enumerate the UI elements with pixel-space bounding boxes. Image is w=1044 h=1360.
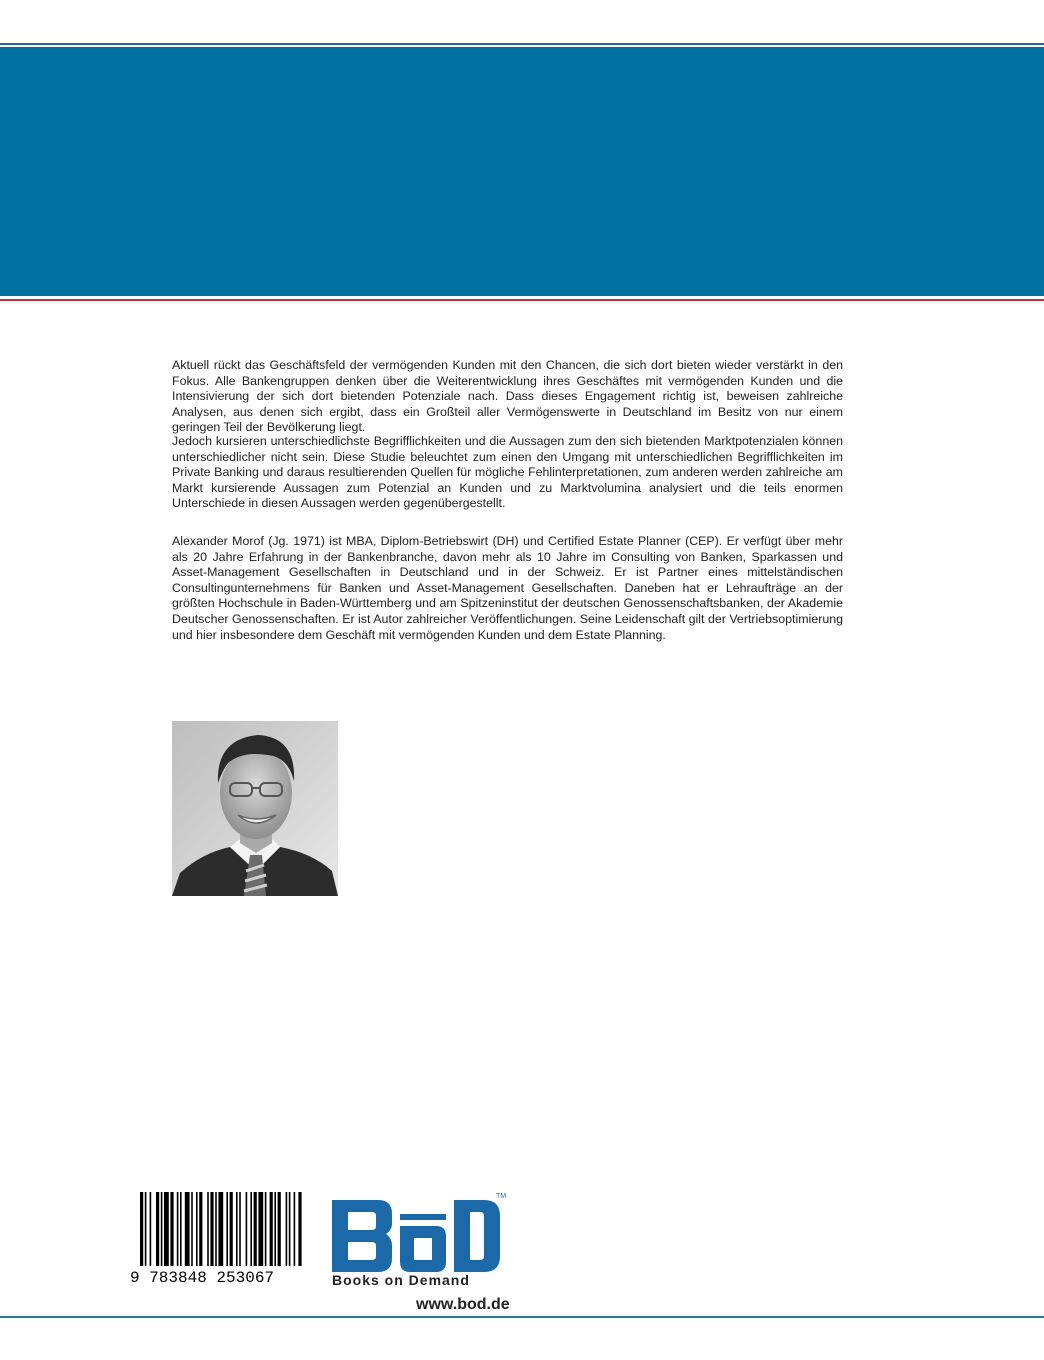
barcode-bar [164, 1192, 169, 1266]
publisher-tagline: Books on Demand [332, 1272, 470, 1288]
barcode-bar [156, 1192, 159, 1266]
barcode-bar [170, 1192, 173, 1266]
barcode-bar [218, 1192, 223, 1266]
barcode-bar [258, 1192, 263, 1266]
author-bio: Alexander Morof (Jg. 1971) ist MBA, Diplom-Betriebswirt (DH) und Certified Estate Planner (CEP). Er verfügt über mehr als 20 Jahre Erfahrung in der Bankenbranche, davon mehr als 10 Jahre im Consulting von Banken, Sparkassen und Asset-Management Gesellschaften in Deutschland und in der Schweiz. Er ist Partner eines mittelständischen Consultingunternehmens für Banken und Asset-Management Gesellschaften. Daneben hat er Lehraufträge an der größten Hochschule in Baden-Württemberg und am Spitzeninstitut der deutschen Genossenschaftsbanken, der Akademie Deutscher Genossenschaften. Er ist Autor zahlreicher Veröffentlichungen. Seine Leidenschaft gilt der Vertriebsoptimierung und hier insbesondere dem Geschäft mit vermögenden Kunden und dem Estate Planning. [172, 534, 843, 642]
accent-rule [0, 299, 1044, 301]
top-rule [0, 43, 1044, 45]
barcode-bar [191, 1192, 193, 1266]
logo-letter-d [454, 1200, 500, 1272]
barcode-bar [196, 1192, 198, 1266]
barcode-bar [180, 1192, 182, 1266]
barcode-bar [199, 1192, 202, 1266]
blurb-paragraph-1: Aktuell rückt das Geschäftsfeld der vermögenden Kunden mit den Chancen, die sich dort bieten wieder verstärkt in den Fokus. Alle Bankengruppen denken über die Weiterentwicklung ihres Geschäftes mit vermögenden Kunden und die Intensivierung der sich dort bietenden Potenziale nach. Dass dieses Engagement richtig ist, beweisen zahlreiche Analysen, aus denen sich ergibt, dass ein Großteil aller Vermögenswerte in Deutschland im Besitz von nur einem geringen Teil der Bevölkerung liegt. [172, 358, 843, 435]
barcode-bar [250, 1192, 252, 1266]
barcode-bar [286, 1192, 288, 1266]
blurb-paragraph-2: Jedoch kursieren unterschiedlichste Begrifflichkeiten und die Aussagen zum den sich bietenden Marktpotenzialen können unterschiedlicher nicht sein. Diese Studie beleuchtet zum einen den Umgang mit unterschiedlichen Begrifflichkeiten im Private Banking und daraus resultierenden Quellen für mögliche Fehlinterpretationen, zum anderen werden zahlreiche am Markt kursierende Aussagen zum Potenzial an Kunden und zu Marktvolumina analysiert und die teils enormen Unterschiede in diesen Aussagen werden gegenübergestellt. [172, 434, 843, 511]
barcode-bars [140, 1192, 302, 1266]
publisher-url[interactable]: www.bod.de [416, 1296, 510, 1313]
logo-letter-b [332, 1200, 392, 1272]
barcode-bar [289, 1192, 291, 1266]
barcode-bar [226, 1192, 228, 1266]
trademark: TM [496, 1193, 507, 1200]
barcode-bar [140, 1192, 143, 1266]
barcode-bar [294, 1192, 296, 1266]
barcode-bar [207, 1192, 209, 1266]
barcode-bar [298, 1192, 301, 1266]
barcode-bar [265, 1192, 267, 1266]
barcode-bar [239, 1192, 241, 1266]
barcode-bar [215, 1192, 217, 1266]
barcode-bar [230, 1192, 233, 1266]
author-photo [172, 721, 338, 896]
bottom-rule [0, 1316, 1044, 1318]
logo-underline [400, 1214, 446, 1220]
bod-logo [330, 1192, 510, 1288]
barcode-bar [270, 1192, 273, 1266]
barcode-bar [185, 1192, 190, 1266]
cover-banner [0, 47, 1044, 296]
barcode-bar [210, 1192, 213, 1266]
logo-letter-o [400, 1226, 446, 1272]
barcode-bar [278, 1192, 281, 1266]
barcode-bar [145, 1192, 147, 1266]
barcode-bar [254, 1192, 257, 1266]
isbn-digits: 9 783848 253067 [130, 1269, 275, 1284]
barcode-bar [150, 1192, 152, 1266]
barcode-bar [274, 1192, 276, 1266]
barcode-bar [246, 1192, 248, 1266]
barcode-bar [161, 1192, 163, 1266]
barcode-bar [236, 1192, 238, 1266]
barcode-bar [177, 1192, 179, 1266]
isbn-barcode [130, 1192, 308, 1284]
